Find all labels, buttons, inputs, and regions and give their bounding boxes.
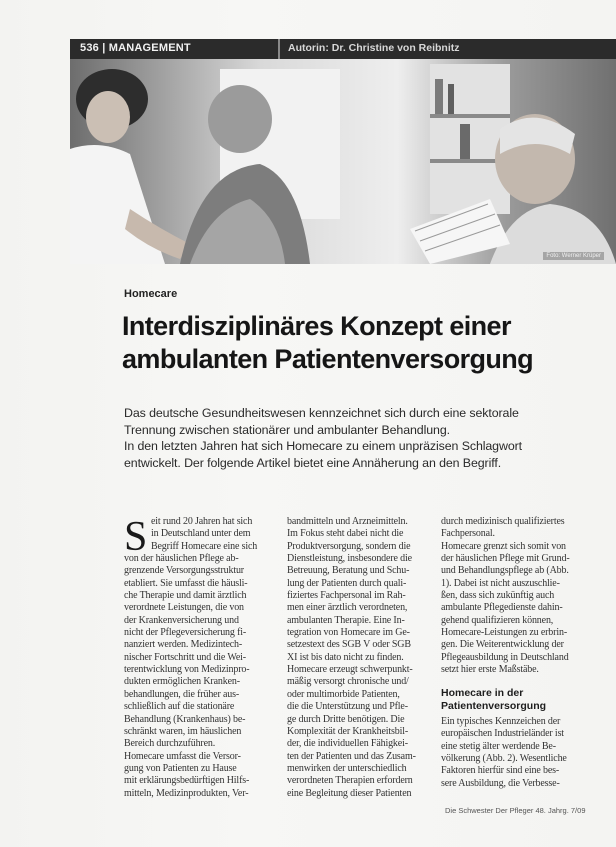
- body-text-line: ßen, dass sich zukünftig auch: [441, 590, 555, 602]
- lead-line: In den letzten Jahren hat sich Homecare zu einem unpräzisen Schlagwort: [124, 439, 522, 454]
- body-text-line: durch medizinisch qualifiziertes: [441, 516, 565, 527]
- body-text-line: der Krankenversicherung und: [124, 614, 239, 626]
- body-column-1: [124, 516, 274, 800]
- body-text-line: nicht der Pflegeversicherung fi-: [124, 627, 247, 639]
- body-text-line: ge durch Dritte benötigen. Die: [287, 713, 405, 725]
- body-text-line: gen. Die Weiterentwicklung der: [441, 639, 564, 651]
- subhead-line: Homecare in der: [441, 687, 524, 699]
- page-number-section: 536 | MANAGEMENT: [80, 42, 191, 54]
- body-text-line: tegration von Homecare im Ge-: [287, 627, 410, 639]
- body-text-line: Fachpersonal.: [441, 528, 495, 540]
- page-header: [70, 39, 616, 59]
- header-divider: [278, 39, 280, 59]
- subhead-line: Patientenversorgung: [441, 700, 547, 712]
- page-footer: Die Schwester Der Pfleger 48. Jahrg. 7/09: [445, 806, 586, 815]
- body-text-line: ten der Patienten und das Zusam-: [287, 750, 416, 762]
- body-text-line: men einer ärztlich verordneten,: [287, 602, 408, 614]
- body-text-line: XI ist bis dato nicht zu finden.: [287, 651, 404, 663]
- body-column-3: [441, 516, 591, 676]
- body-text-line: Homecare grenzt sich somit von: [441, 540, 566, 552]
- body-text-line: nischer Fortschritt und die Wei-: [124, 651, 246, 663]
- body-text-line: Dienstleistung, insbesondere die: [287, 553, 412, 565]
- body-text-line: Komplexität der Krankheitsbil-: [287, 725, 409, 737]
- body-text-line: Homecare umfasst die Versor-: [124, 750, 241, 762]
- body-text-line: europäischen Industrieländer ist: [441, 728, 564, 740]
- body-column-2: [287, 516, 437, 800]
- body-text-line: die die Unterstützung und Pfle-: [287, 701, 408, 713]
- body-text-line: setzestext des SGB V oder SGB: [287, 639, 411, 651]
- body-text-line: che Therapie und damit ärztlich: [124, 590, 247, 602]
- body-column-3-continued: [441, 716, 591, 790]
- body-text-line: fiziertes Fachpersonal im Rah-: [287, 590, 406, 602]
- article-kicker: Homecare: [124, 288, 178, 300]
- body-text-line: Im Fokus steht dabei nicht die: [287, 528, 404, 540]
- body-text-line: schränkt waren, im häuslichen: [124, 725, 242, 737]
- article-photo: [70, 59, 616, 264]
- body-text-line: terentwicklung von Medizinpro-: [124, 664, 250, 676]
- body-text-line: ambulante Pflegedienste dahin-: [441, 602, 563, 614]
- body-text-line: sere Ausbildung, die Verbesse-: [441, 777, 560, 789]
- body-text-line: und Behandlungspflege ab (Abb.: [441, 565, 569, 577]
- body-text-line: eit rund 20 Jahren hat sich: [151, 516, 253, 527]
- body-text-line: Behandlung (Krankenhaus) be-: [124, 713, 246, 725]
- body-text-line: schließlich auf die stationäre: [124, 701, 235, 713]
- body-text-line: Ein typisches Kennzeichen der: [441, 716, 561, 727]
- lead-line: Trennung zwischen stationärer und ambulanter Behandlung.: [124, 422, 450, 437]
- author-line: Autorin: Dr. Christine von Reibnitz: [288, 42, 460, 54]
- body-text-line: behandlungen, die früher aus-: [124, 688, 240, 700]
- body-text-line: Homecare-Leistungen zu erbrin-: [441, 627, 567, 639]
- body-text-line: von der häuslichen Pflege ab-: [124, 553, 239, 565]
- body-text-line: dukten ermöglichen Kranken-: [124, 676, 240, 688]
- body-text-line: Bereich durchzuführen.: [124, 738, 216, 750]
- body-text-line: mit erklärungsbedürftigen Hilfs-: [124, 775, 250, 787]
- body-text-line: 1). Dabei ist nicht auszuschlie-: [441, 577, 560, 589]
- body-text-line: verordnete Leistungen, die von: [124, 602, 244, 614]
- lead-line: entwickelt. Der folgende Artikel bietet eine Annäherung an den Begriff.: [124, 455, 502, 470]
- drop-cap: S: [124, 514, 148, 560]
- body-text-line: oder multimorbide Patienten,: [287, 688, 400, 700]
- body-text-line: Produktversorgung, sondern die: [287, 540, 411, 552]
- body-text-line: etabliert. Sie umfasst die häusli-: [124, 577, 248, 589]
- body-text-line: eine stetig älter werdende Be-: [441, 740, 556, 752]
- body-text-line: Homecare erzeugt schwerpunkt-: [287, 664, 413, 676]
- body-text-line: verordneten Therapien erfordern: [287, 775, 413, 787]
- article-title: [122, 310, 592, 376]
- photo-credit: Foto: Werner Krüper: [543, 252, 604, 260]
- body-text-line: Betreuung, Beratung und Schu-: [287, 565, 410, 577]
- body-text-line: der häuslichen Pflege mit Grund-: [441, 553, 570, 565]
- body-text-line: nanziert werden. Medizintech-: [124, 639, 243, 651]
- body-text-line: menwirken der unterschiedlich: [287, 762, 407, 774]
- body-text-line: mitteln, Medizinprodukten, Ver-: [124, 787, 249, 799]
- body-text-line: Pflegeausbildung in Deutschland: [441, 651, 569, 663]
- body-text-line: eine Begleitung dieser Patienten: [287, 787, 412, 799]
- section-subheading: [441, 687, 591, 713]
- article-lead: [124, 405, 584, 471]
- title-line: ambulanten Patientenversorgung: [122, 344, 534, 374]
- body-text-line: ambulanten Therapie. Eine In-: [287, 614, 405, 626]
- body-text-line: gung von Patienten zu Hause: [124, 762, 237, 774]
- body-text-line: bandmitteln und Arzneimitteln.: [287, 516, 408, 527]
- body-text-line: setzt hier erste Maßstäbe.: [441, 664, 539, 676]
- body-text-line: Faktoren hierfür sind eine bes-: [441, 765, 560, 777]
- body-text-line: gehend qualifizieren können,: [441, 614, 554, 626]
- body-text-line: der, die individuellen Fähigkei-: [287, 738, 408, 750]
- lead-line: Das deutsche Gesundheitswesen kennzeichnet sich durch eine sektorale: [124, 406, 519, 420]
- body-text-line: mäßig versorgt chronische und/: [287, 676, 409, 688]
- photo-illustration: [70, 59, 616, 264]
- body-text-line: völkerung (Abb. 2). Wesentliche: [441, 753, 567, 765]
- body-text-line: in Deutschland unter dem: [151, 528, 251, 540]
- title-line: Interdisziplinäres Konzept einer: [122, 311, 511, 341]
- body-text-line: lung der Patienten durch quali-: [287, 577, 407, 589]
- body-text-line: grenzende Versorgungsstruktur: [124, 565, 244, 577]
- body-text-line: Begriff Homecare eine sich: [151, 540, 258, 552]
